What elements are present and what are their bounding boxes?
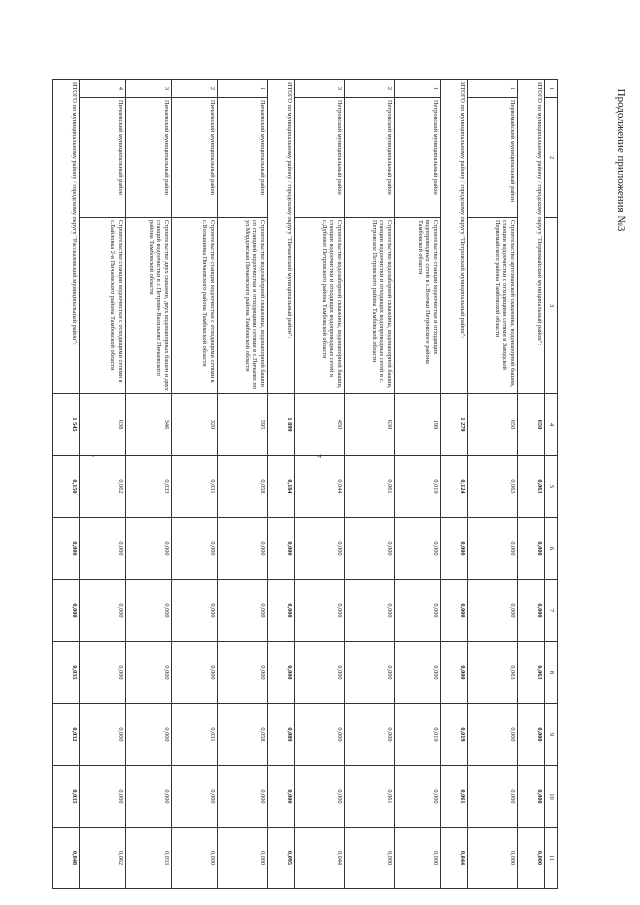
column-number-cell: 8 [544,641,557,703]
indicator-value: 0,000 [517,765,544,827]
project-description: Строительство водозаборной скважины, водонапорной башни, станции водоочистки и отходящих водопроводных сетей в с.Дубовое Петровского района Тамбовской области [294,217,344,393]
total-row [440,79,467,888]
project-row [79,79,125,888]
table-body [52,79,557,888]
indicator-value: 0,089 [267,703,294,765]
indicator-value: 0,061 [344,765,394,827]
table-frame [60,79,555,888]
district-name: Пичаевский муниципальный район [125,97,171,217]
indicator-value: 0,062 [79,455,125,517]
column-number-cell: 11 [544,827,557,888]
district-name: Пичаевский муниципальный район [171,97,217,217]
indicator-value: 0,000 [294,641,344,703]
indicator-value: 0,184 [267,455,294,517]
indicator-value: 0,000 [267,641,294,703]
column-number-cell: 4 [544,393,557,455]
indicator-value: 0,000 [217,517,267,579]
project-row [171,79,217,888]
column-number-cell: 1 [544,79,557,97]
indicator-value: 0,000 [125,579,171,641]
indicator-value: 0,000 [517,579,544,641]
indicator-value: 0,000 [52,517,79,579]
indicator-value: 0,000 [440,517,467,579]
column-number-cell: 3 [544,217,557,393]
cost-value: 1 545 [52,393,79,455]
indicator-value: 0,000 [125,517,171,579]
total-label: ИТОГО по муниципальному району / городскому округу "Петровский муниципальный район": [440,79,467,393]
cost-value: 320 [171,393,217,455]
indicator-value: 0,019 [394,703,440,765]
indicator-value: 0,000 [344,641,394,703]
indicator-value: 0,000 [440,579,467,641]
column-number-cell: 10 [544,765,557,827]
indicator-value: 0,033 [125,455,171,517]
indicator-value: 0,000 [125,765,171,827]
indicator-value: 0,000 [217,827,267,888]
indicator-value: 0,000 [344,703,394,765]
cost-value: 650 [517,393,544,455]
indicator-value: 0,124 [440,455,467,517]
row-number: 2 [344,79,394,97]
indicator-value: 0,000 [171,517,217,579]
project-row [217,79,267,888]
indicator-value: 0,000 [440,641,467,703]
indicator-value: 0,000 [517,703,544,765]
indicator-value: 0,000 [171,641,217,703]
project-description: Строительство двух скважин, двух водонапорных башен и двух станций водоочистки в с.Петрово-Васильево Пичаевского района Тамбовской области [125,217,171,393]
indicator-value: 0,000 [394,827,440,888]
cost-value: 638 [79,393,125,455]
indicator-value: 0,058 [217,455,267,517]
row-number: 1 [217,79,267,97]
project-row [344,79,394,888]
cost-value: 595 [217,393,267,455]
cost-value: 346 [125,393,171,455]
row-number: 2 [171,79,217,97]
indicator-value: 0,000 [125,641,171,703]
indicator-value: 0,061 [344,455,394,517]
project-description: Строительство станции водоочистки с отходящими сетями в с.Байловка 2-я Пичаевского района Тамбовской области [79,217,125,393]
indicator-value: 0,032 [52,703,79,765]
indicator-value: 0,031 [171,703,217,765]
indicator-value: 0,000 [217,765,267,827]
indicator-value: 0,063 [517,455,544,517]
total-label: ИТОГО по муниципальному району / городскому округу "Пичаевский муниципальный район": [267,79,294,393]
column-number-cell: 2 [544,97,557,217]
indicator-value: 0,063 [467,641,517,703]
indicator-value: 0,000 [517,827,544,888]
cost-value: 199 [394,393,440,455]
row-number: 3 [125,79,171,97]
total-label: ИТОГО по муниципальному району / городскому округу "Рассказовский муниципальный район": [52,79,79,393]
cost-value: 1 279 [440,393,467,455]
total-row [52,79,79,888]
column-number-cell: 9 [544,703,557,765]
indicator-value: 0,000 [294,703,344,765]
indicator-value: 0,000 [79,765,125,827]
district-name: Петровский муниципальный район [344,97,394,217]
district-name: Петровский муниципальный район [394,97,440,217]
indicator-value: 0,063 [517,641,544,703]
indicator-value: 0,048 [52,827,79,888]
indicator-value: 0,000 [171,827,217,888]
row-number: 4 [79,79,125,97]
indicator-value: 0,000 [344,827,394,888]
appendix-continuation-header [606,40,636,280]
indicator-value: 0,062 [79,827,125,888]
cost-value: 630 [344,393,394,455]
indicator-value: 0,061 [440,765,467,827]
indicator-value: 0,000 [217,579,267,641]
indicator-value: 0,035 [52,641,79,703]
district-name: Пичаевский муниципальный район [79,97,125,217]
indicator-value: 0,000 [394,517,440,579]
indicator-value: 0,000 [125,703,171,765]
investment-table [52,79,558,889]
indicator-value: 0,000 [79,579,125,641]
project-row [125,79,171,888]
row-number: 1 [467,79,517,97]
indicator-value: 0,000 [79,703,125,765]
total-row [267,79,294,888]
indicator-value: 0,000 [267,579,294,641]
indicator-value: 0,000 [79,641,125,703]
indicator-value: 0,000 [171,579,217,641]
cost-value: 450 [294,393,344,455]
indicator-value: 0,000 [267,765,294,827]
indicator-value: 0,000 [344,579,394,641]
cost-value: 650 [467,393,517,455]
indicator-value: 0,035 [52,765,79,827]
indicator-value: 0,000 [467,517,517,579]
indicator-value: 0,000 [171,765,217,827]
indicator-value: 0,058 [217,703,267,765]
indicator-value: 0,000 [52,579,79,641]
total-row [517,79,544,888]
indicator-value: 0,000 [344,517,394,579]
indicator-value: 0,000 [294,579,344,641]
header-title: Продолжение приложения №3 [615,88,627,232]
row-number: 1 [394,79,440,97]
indicator-value: 0,000 [394,641,440,703]
indicator-value: 0,000 [217,641,267,703]
indicator-value: 0,000 [467,765,517,827]
indicator-value: 0,000 [394,765,440,827]
total-label: ИТОГО по муниципальному району / городскому округу "Первомайский муниципальный район": [517,79,544,393]
column-number-cell: 6 [544,517,557,579]
project-description: Строительство артезианской скважины, водонапорной башни, станции водоочистки с отходящими сетями в Заводской Первомайского района Тамбовской области [467,217,517,393]
indicator-value: 0,044 [440,827,467,888]
indicator-value: 0,019 [440,703,467,765]
district-name: Первомайский муниципальный район [467,97,517,217]
district-name: Петровский муниципальный район [294,97,344,217]
project-row [467,79,517,888]
indicator-value: 0,000 [467,827,517,888]
indicator-value: 0,000 [394,579,440,641]
indicator-value: 0,000 [517,517,544,579]
indicator-value: 0,019 [394,455,440,517]
row-number: 3 [294,79,344,97]
indicator-value: 0,044 [294,455,344,517]
cost-value: 1 899 [267,393,294,455]
indicator-value: 0,044 [294,827,344,888]
column-number-row [544,79,557,888]
indicator-value: 0,031 [171,455,217,517]
project-description: Строительство водозаборной скважины, водонапорной башни со станцией водоочистки и отходящими сетями в с.Пичаево по ул.Мордовская Пичаевского района Тамбовской области [217,217,267,393]
project-row [294,79,344,888]
column-number-cell: 5 [544,455,557,517]
indicator-value: 0,000 [267,517,294,579]
column-number-cell: 7 [544,579,557,641]
indicator-value: 0,000 [467,579,517,641]
project-description: Строительство станции водоочистки и отходящих водопроводных сетей в с.Волчки Петровского района Тамбовской области [394,217,440,393]
project-description: Строительство станции водоочистки с отходящими сетями в с.Вольшинка Пичаевского района Тамбовской области [171,217,217,393]
indicator-value: 0,033 [125,827,171,888]
project-description: Строительство водозаборной скважины, водонапорной башни, станции водоочистки и отходящих водопроводных сетей в с. Петровское Петровского района Тамбовской области [344,217,394,393]
page-number-text: 7 [313,454,323,458]
district-name: Пичаевский муниципальный район [217,97,267,217]
indicator-value: 0,000 [79,517,125,579]
indicator-value: 0,095 [267,827,294,888]
indicator-value: 0,000 [467,703,517,765]
indicator-value: 0,063 [467,455,517,517]
project-row [394,79,440,888]
indicator-value: 0,000 [294,517,344,579]
indicator-value: 0,000 [294,765,344,827]
indicator-value: 0,150 [52,455,79,517]
